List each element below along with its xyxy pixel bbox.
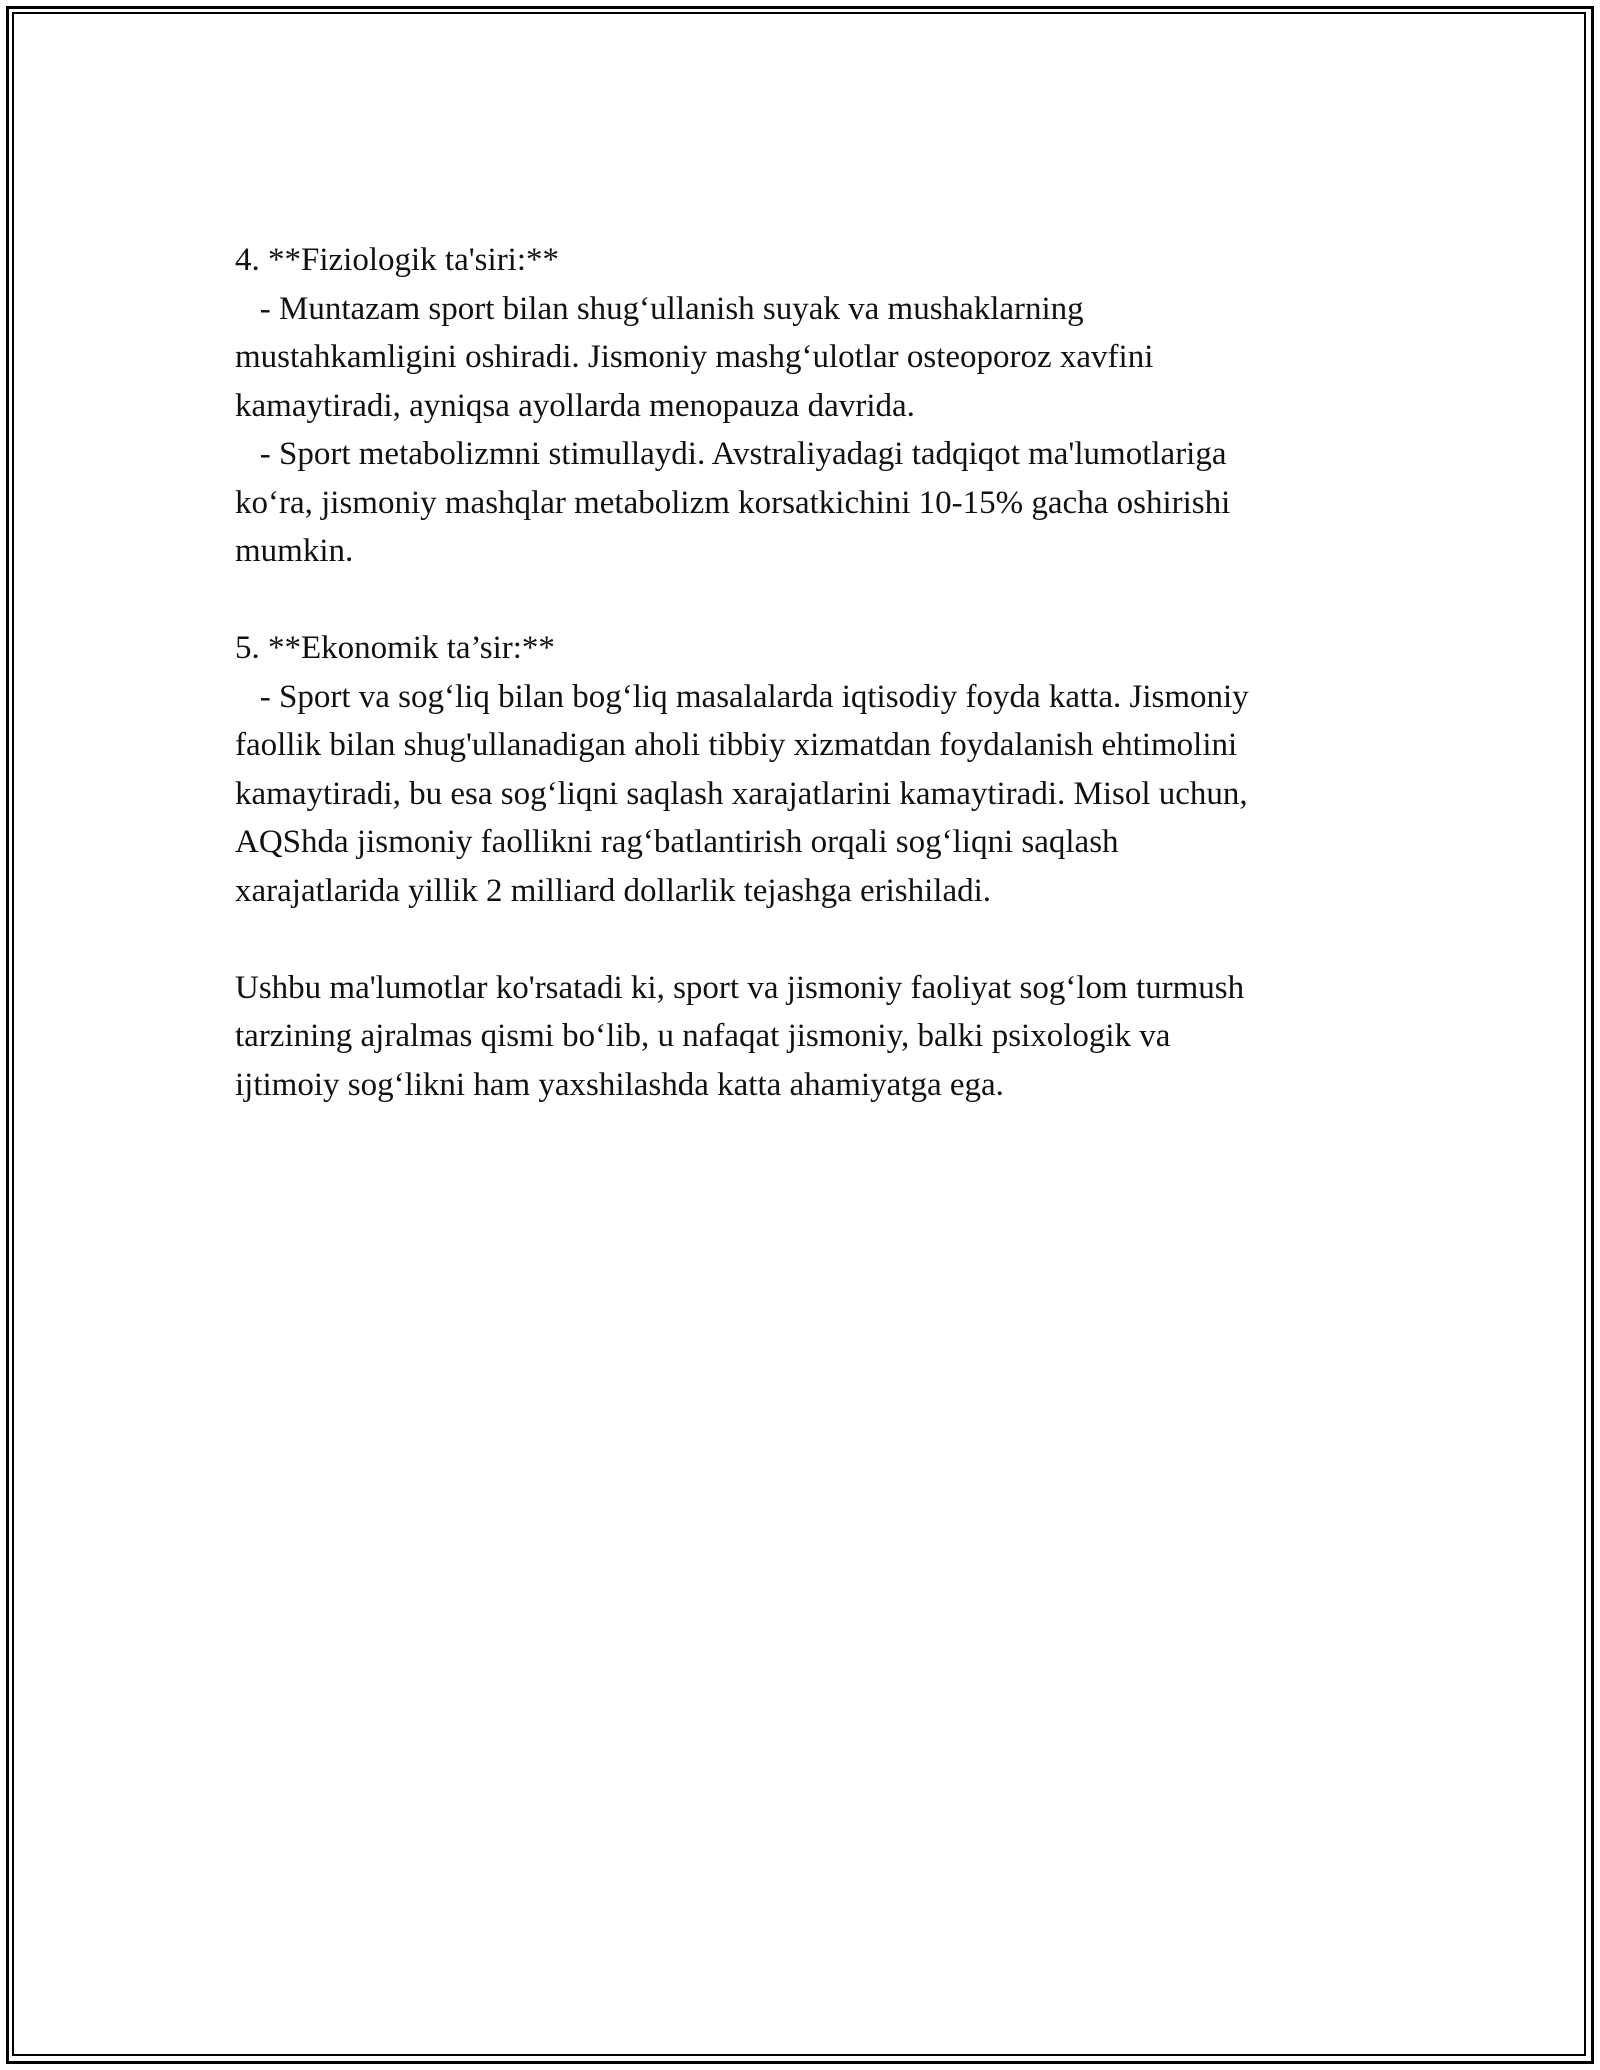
- conclusion-paragraph: [235, 964, 1380, 1110]
- paragraph-spacer: [235, 915, 1380, 964]
- text-line: - Muntazam sport bilan shug‘ullanish suyak va mushaklarning: [235, 290, 1084, 327]
- text-line: kamaytiradi, bu esa sog‘liqni saqlash xarajatlarini kamaytiradi. Misol uchun,: [235, 775, 1248, 812]
- text-line: - Sport metabolizmni stimullaydi. Avstraliyadagi tadqiqot ma'lumotlariga: [235, 436, 1227, 472]
- section-heading: 5. **Ekonomik ta’sir:**: [235, 630, 555, 666]
- paragraph-spacer: [235, 576, 1380, 625]
- text-line: xarajatlarida yillik 2 milliard dollarlik tejashga erishiladi.: [235, 872, 992, 909]
- text-line: kamaytiradi, ayniqsa ayollarda menopauza davrida.: [235, 387, 915, 424]
- section-economic: [235, 624, 1380, 915]
- text-line: mustahkamligini oshiradi. Jismoniy mashg‘ulotlar osteoporoz xavfini: [235, 339, 1154, 375]
- text-line: mumkin.: [235, 533, 354, 569]
- document-body: [235, 236, 1380, 1109]
- text-line: - Sport va sog‘liq bilan bog‘liq masalalarda iqtisodiy foyda katta. Jismoniy: [235, 678, 1249, 715]
- text-line: AQShda jismoniy faollikni rag‘batlantirish orqali sog‘liqni saqlash: [235, 824, 1119, 860]
- text-line: Ushbu ma'lumotlar ko'rsatadi ki, sport va jismoniy faoliyat sog‘lom turmush: [235, 969, 1245, 1006]
- text-line: ko‘ra, jismoniy mashqlar metabolizm korsatkichini 10-15% gacha oshirishi: [235, 484, 1231, 521]
- text-line: ijtimoiy sog‘likni ham yaxshilashda katta ahamiyatga ega.: [235, 1066, 1004, 1103]
- text-line: faollik bilan shug'ullanadigan aholi tibbiy xizmatdan foydalanish ehtimolini: [235, 727, 1238, 763]
- text-line: tarzining ajralmas qismi bo‘lib, u nafaqat jismoniy, balki psixologik va: [235, 1018, 1171, 1054]
- section-heading: 4. **Fiziologik ta'siri:**: [235, 242, 560, 278]
- section-physiological: [235, 236, 1380, 576]
